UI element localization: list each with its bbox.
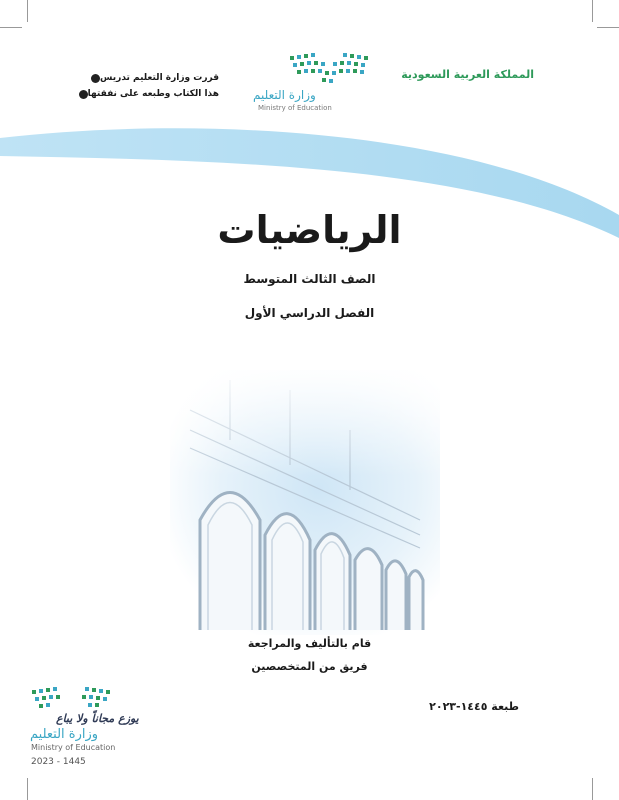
- crop-mark: [0, 27, 22, 28]
- credits-line: قام بالتأليف والمراجعة: [247, 637, 372, 650]
- ministry-logo-icon: [288, 52, 370, 84]
- crop-mark: [592, 0, 593, 22]
- arches-illustration: [170, 370, 440, 635]
- crop-mark: [27, 0, 28, 22]
- ministry-name-en: Ministry of Education: [258, 104, 332, 112]
- semester: الفصل الدراسي الأول: [244, 306, 375, 320]
- ministry-name-en: Ministry of Education: [31, 743, 116, 752]
- book-title: الرياضيات: [217, 208, 402, 252]
- crop-mark: [27, 778, 28, 800]
- approval-note: [49, 70, 219, 102]
- edition-year: 2023 - 1445: [31, 757, 86, 767]
- bullet-icon: [91, 74, 100, 83]
- approval-text: هذا الكتاب وطبعه على نفقتها: [87, 89, 219, 99]
- crop-mark: [597, 27, 619, 28]
- approval-text: قررت وزارة التعليم تدريس: [100, 73, 219, 83]
- grade-level: الصف الثالث المتوسط: [243, 272, 376, 286]
- free-distribution-note: يوزع مجاناً ولا يباع: [56, 712, 139, 725]
- credits-line: فريق من المتخصصين: [251, 660, 368, 673]
- approval-line: [49, 70, 219, 86]
- crop-mark: [592, 778, 593, 800]
- ministry-logo-icon: [30, 686, 112, 714]
- ministry-name-ar: وزارة التعليم: [253, 88, 316, 102]
- edition-label: طبعة ١٤٤٥-٢٠٢٣: [429, 700, 519, 713]
- ministry-name-ar: وزارة التعليم: [30, 727, 99, 742]
- bullet-icon: [79, 90, 88, 99]
- approval-line: [49, 86, 219, 102]
- kingdom-name: المملكة العربية السعودية: [401, 68, 534, 81]
